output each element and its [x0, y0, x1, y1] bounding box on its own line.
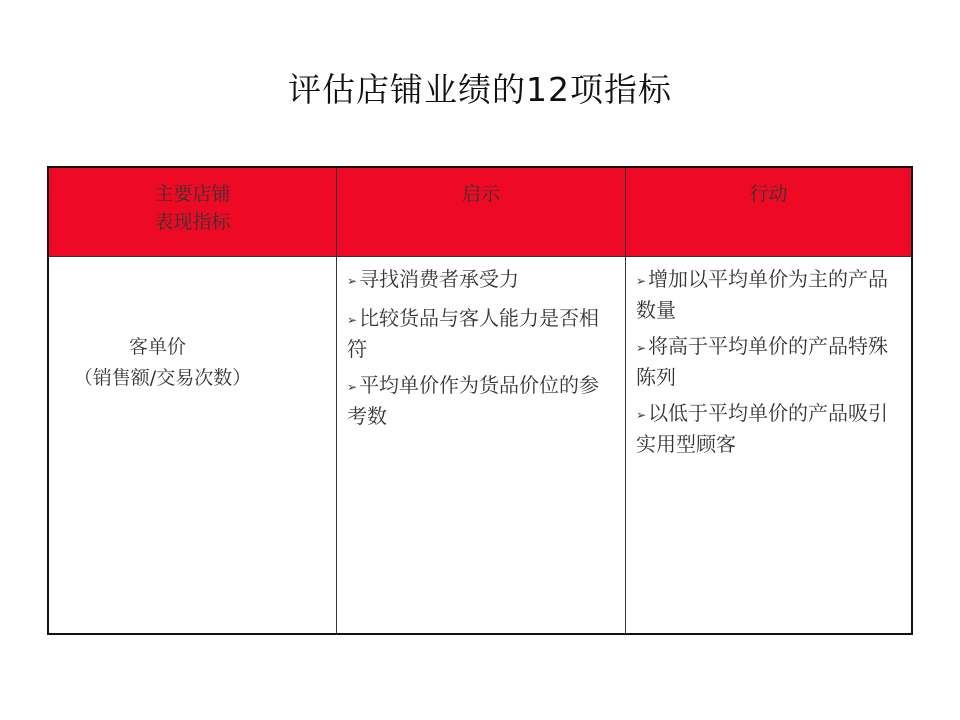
- arrow-right-icon: ➢: [636, 408, 647, 422]
- header-action: 行动: [749, 183, 788, 205]
- column-divider-2: [625, 168, 626, 633]
- header-divider: [49, 256, 911, 257]
- insight-text: 平均单价作为货品价位的参考数: [347, 373, 600, 428]
- list-item: [347, 304, 615, 363]
- arrow-right-icon: ➢: [347, 274, 358, 288]
- metric-name: 客单价: [128, 336, 186, 358]
- metric-formula: （销售额/交易次数）: [73, 367, 252, 389]
- insight-text: 比较货品与客人能力是否相符: [347, 306, 600, 361]
- metric-cell: [49, 332, 336, 394]
- action-list: [636, 265, 904, 466]
- action-text: 以低于平均单价的产品吸引实用型顾客: [636, 401, 889, 456]
- arrow-right-icon: ➢: [636, 274, 647, 288]
- header-metric: [49, 180, 336, 236]
- list-item: [636, 265, 904, 324]
- insight-list: [347, 265, 615, 438]
- header-insight: 启示: [461, 183, 500, 205]
- arrow-right-icon: ➢: [636, 341, 647, 355]
- list-item: [347, 265, 615, 296]
- column-divider-1: [336, 168, 337, 633]
- action-text: 将高于平均单价的产品特殊陈列: [636, 334, 889, 389]
- header-metric-line2: 表现指标: [154, 211, 231, 233]
- list-item: [347, 371, 615, 430]
- arrow-right-icon: ➢: [347, 313, 358, 327]
- header-metric-line1: 主要店铺: [154, 183, 231, 205]
- arrow-right-icon: ➢: [347, 380, 358, 394]
- metrics-table: [47, 166, 913, 635]
- list-item: [636, 332, 904, 391]
- list-item: [636, 399, 904, 458]
- insight-text: 寻找消费者承受力: [359, 267, 520, 291]
- slide-title: 评估店铺业绩的12项指标: [288, 70, 672, 109]
- action-text: 增加以平均单价为主的产品数量: [636, 267, 889, 322]
